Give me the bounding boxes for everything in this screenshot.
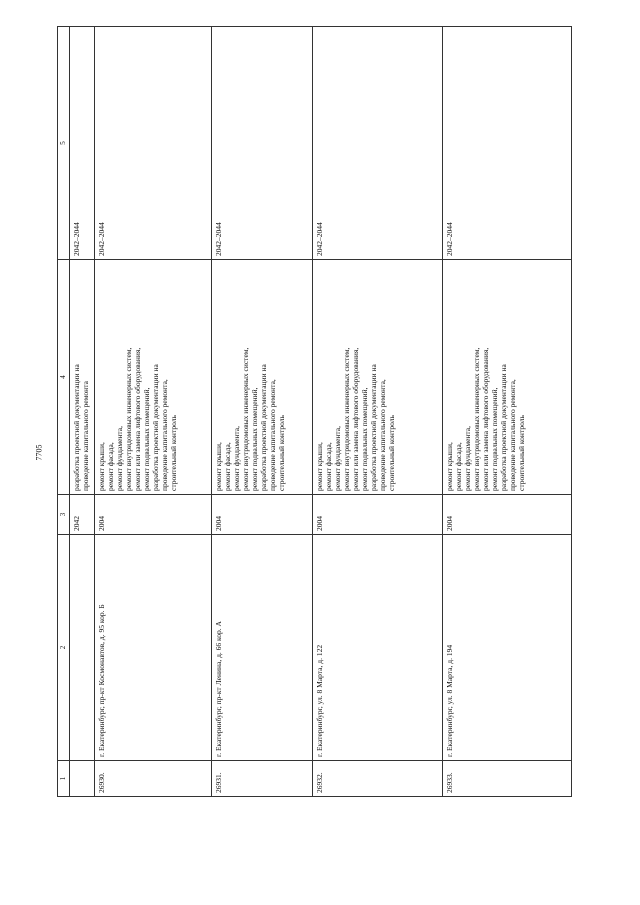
period-cell: 2042–2044 (443, 27, 572, 260)
address-cell: г. Екатеринбург, ул. 8 Марта, д. 122 (313, 535, 443, 761)
row-number (70, 761, 95, 797)
work-item: разработка проектной документации на (369, 364, 378, 491)
year-cell: 2042 (70, 495, 95, 535)
work-item: ремонт крыши, (214, 442, 223, 491)
row-number: 26932. (313, 761, 443, 797)
work-item: проведение капитального ремонта, (508, 379, 517, 491)
work-item: ремонт фасада, (106, 442, 115, 491)
work-item: ремонт внутридомовых инженерных систем, (472, 347, 481, 491)
year-cell: 2004 (443, 495, 572, 535)
work-item: ремонт или замена лифтового оборудования, (351, 347, 360, 491)
work-item: ремонт фундамента, (463, 426, 472, 491)
address-cell: г. Екатеринбург, пр-кт Ленина, д. 66 кор. А (212, 535, 313, 761)
work-item: разработка проектной документации на (259, 364, 268, 491)
work-item: ремонт фасада, (454, 442, 463, 491)
work-item: ремонт фундамента, (115, 426, 124, 491)
work-item: ремонт фундамента, (333, 426, 342, 491)
address-cell: г. Екатеринбург, пр-кт Космонавтов, д. 95 кор. Б (95, 535, 212, 761)
table-row (212, 27, 313, 797)
work-item: проведение капитального ремонта, (160, 379, 169, 491)
work-item: ремонт крыши, (445, 442, 454, 491)
works-cell (313, 260, 443, 495)
row-number: 26933. (443, 761, 572, 797)
page-number: 7705 (34, 444, 44, 460)
work-item: разработка проектной документации на (499, 364, 508, 491)
address-cell (70, 535, 95, 761)
work-item: ремонт внутридомовых инженерных систем, (241, 347, 250, 491)
row-number: 26931. (212, 761, 313, 797)
period-cell: 2042–2044 (70, 27, 95, 260)
work-item: ремонт или замена лифтового оборудования, (133, 347, 142, 491)
work-item: ремонт фасада, (223, 442, 232, 491)
work-item: проведение капитального ремонта, (378, 379, 387, 491)
work-item: проведение капитального ремонта, (268, 379, 277, 491)
year-cell: 2004 (313, 495, 443, 535)
works-cell (212, 260, 313, 495)
work-item: ремонт крыши, (97, 442, 106, 491)
row-number: 26930. (95, 761, 212, 797)
continuation-row (70, 27, 95, 797)
work-item: разработка проектной документации на (151, 364, 160, 491)
work-item: ремонт подвальных помещений, (490, 387, 499, 491)
column-number-header (58, 27, 70, 797)
column-header: 5 (58, 27, 70, 260)
work-item: ремонт крыши, (315, 442, 324, 491)
period-cell: 2042–2044 (212, 27, 313, 260)
work-item: ремонт фундамента, (232, 426, 241, 491)
work-item: ремонт внутридомовых инженерных систем, (342, 347, 351, 491)
work-item: ремонт или замена лифтового оборудования, (481, 347, 490, 491)
column-header: 3 (58, 495, 70, 535)
column-header: 4 (58, 260, 70, 495)
work-item: строительный контроль (169, 415, 178, 491)
period-cell: 2042–2044 (95, 27, 212, 260)
work-item: ремонт фасада, (324, 442, 333, 491)
work-item: строительный контроль (277, 415, 286, 491)
column-header: 2 (58, 535, 70, 761)
repair-schedule-table (57, 26, 572, 797)
work-item: ремонт внутридомовых инженерных систем, (124, 347, 133, 491)
works-cell (443, 260, 572, 495)
work-item: ремонт подвальных помещений, (360, 387, 369, 491)
work-item: строительный контроль (517, 415, 526, 491)
work-item: ремонт подвальных помещений, (142, 387, 151, 491)
table-row (443, 27, 572, 797)
rotated-table-container (57, 27, 572, 797)
table-row (95, 27, 212, 797)
year-cell: 2004 (212, 495, 313, 535)
table-row (313, 27, 443, 797)
works-cell (95, 260, 212, 495)
address-cell: г. Екатеринбург, ул. 8 Марта, д. 194 (443, 535, 572, 761)
work-item: ремонт подвальных помещений, (250, 387, 259, 491)
work-item: разработка проектной документации на (72, 364, 81, 491)
works-cell (70, 260, 95, 495)
work-item: строительный контроль (387, 415, 396, 491)
period-cell: 2042–2044 (313, 27, 443, 260)
year-cell: 2004 (95, 495, 212, 535)
column-header: 1 (58, 761, 70, 797)
work-item: проведение капитального ремонта (81, 381, 90, 491)
